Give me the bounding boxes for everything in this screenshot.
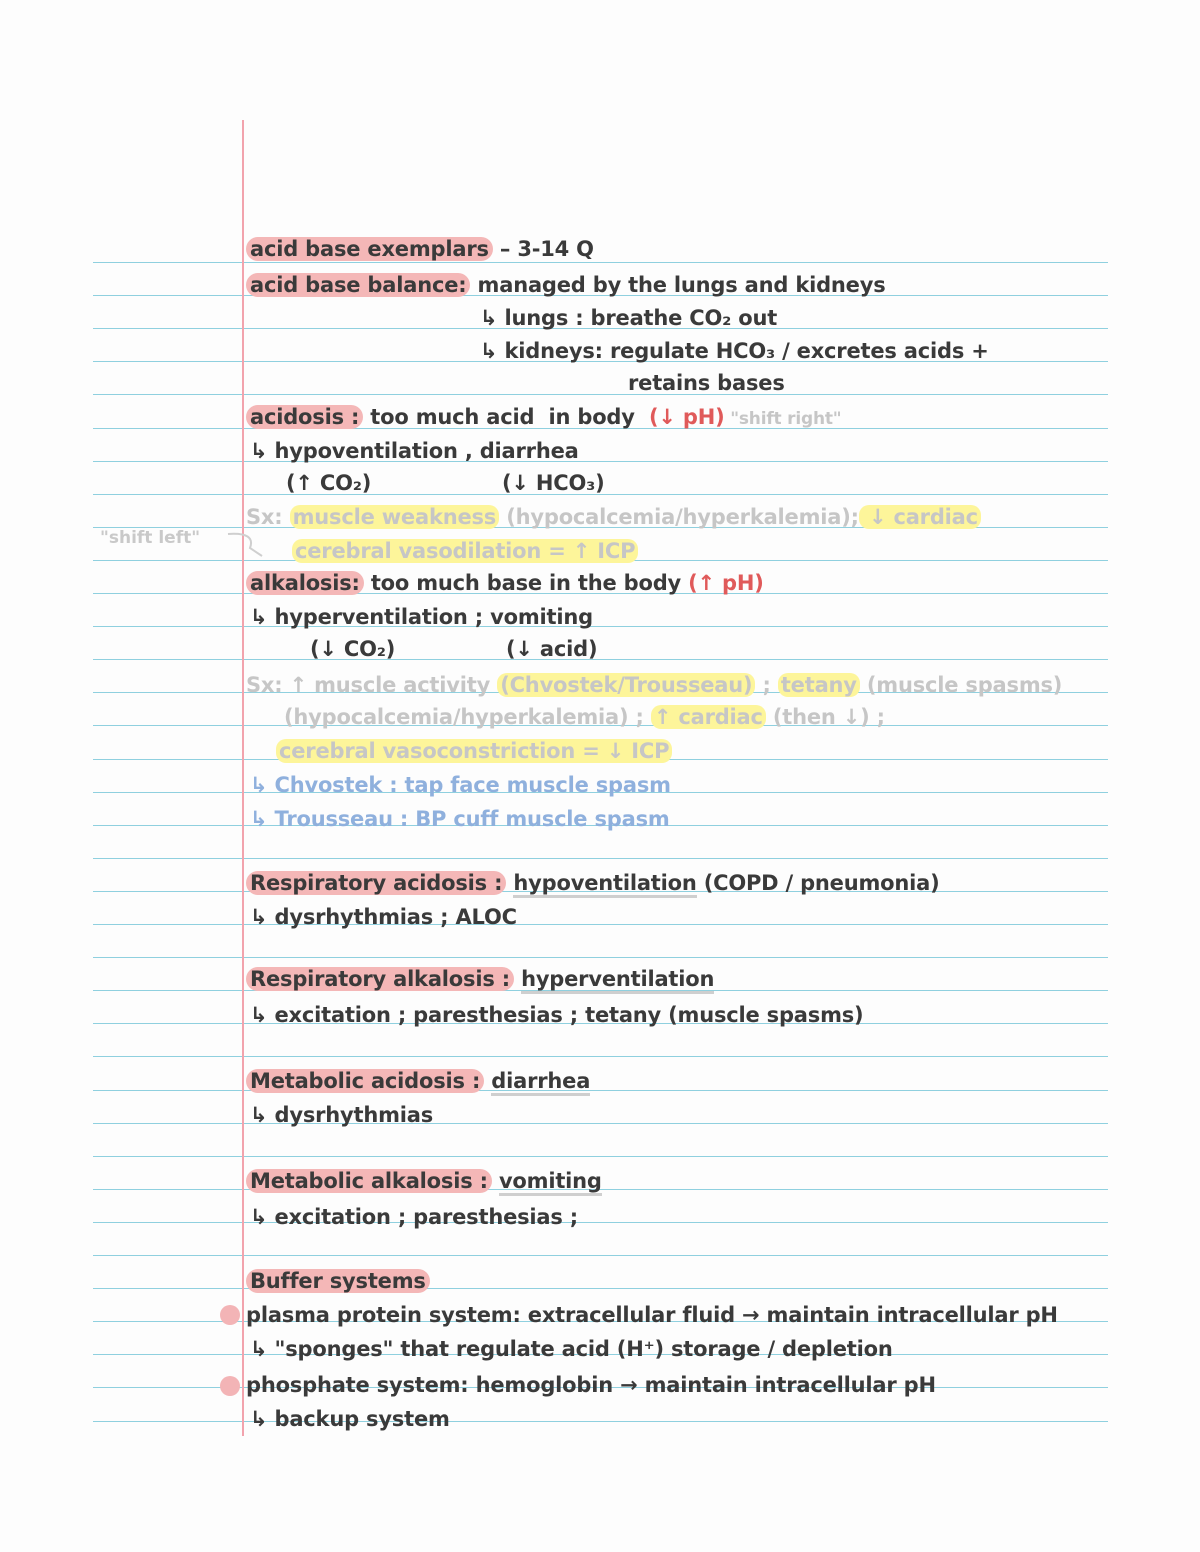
met-acidosis-effects: ↳ dysrhythmias: [250, 1103, 434, 1127]
alkalosis-sx: [246, 672, 1062, 698]
alkalosis-sx-line2: [284, 704, 885, 730]
acidosis-sx-mid: (hypocalcemia/hyperkalemia);: [499, 505, 859, 529]
side-note-arrow-icon: [226, 530, 266, 564]
met-acidosis-cause: diarrhea: [491, 1069, 590, 1096]
alkalosis-line: [246, 570, 764, 596]
alkalosis-sx-b: ;: [755, 673, 778, 697]
acidosis-ph: (↓ pH): [648, 405, 725, 429]
ruled-line: [93, 262, 1108, 263]
ruled-line: [93, 924, 1108, 925]
ruled-line: [93, 394, 1108, 395]
ruled-line: [93, 1156, 1108, 1157]
balance-kidneys: ↳ kidneys: regulate HCO₃ / excretes acids +: [480, 339, 989, 363]
met-alkalosis-effects: ↳ excitation ; paresthesias ;: [250, 1205, 578, 1229]
ruled-line: [93, 1056, 1108, 1057]
acidosis-sx-line2: [292, 538, 638, 564]
acidosis-cause-hco3: (↓ HCO₃): [502, 471, 605, 495]
alkalosis-label: alkalosis:: [246, 571, 364, 595]
acidosis-text: too much acid in body: [363, 405, 649, 429]
buffer-plasma-sub: ↳ "sponges" that regulate acid (H⁺) storage / depletion: [250, 1337, 893, 1361]
resp-acidosis-effects: ↳ dysrhythmias ; ALOC: [250, 905, 517, 929]
alkalosis-sx-hl4: cerebral vasoconstriction = ↓ ICP: [276, 739, 672, 763]
alkalosis-sx-hl2: tetany: [778, 673, 860, 697]
balance-line: [246, 272, 886, 298]
balance-lungs: ↳ lungs : breathe CO₂ out: [480, 306, 778, 330]
alkalosis-sx-c: (muscle spasms): [859, 673, 1063, 697]
bullet-dot: [220, 1376, 240, 1396]
alkalosis-causes: ↳ hyperventilation ; vomiting: [250, 605, 593, 629]
acidosis-sx-hl2: ↓ cardiac: [859, 505, 981, 529]
resp-alkalosis-effects: ↳ excitation ; paresthesias ; tetany (muscle spasms): [250, 1003, 864, 1027]
bullet-dot: [220, 1305, 240, 1325]
met-alkalosis-label: Metabolic alkalosis :: [246, 1169, 492, 1193]
acidosis-line: [246, 404, 841, 432]
alkalosis-cause-co2: (↓ CO₂): [310, 637, 396, 661]
ruled-line: [93, 1255, 1108, 1256]
acidosis-sx-hl3: cerebral vasodilation = ↑ ICP: [292, 539, 638, 563]
alkalosis-sx-d: (hypocalcemia/hyperkalemia) ;: [284, 705, 651, 729]
alkalosis-ph: (↑ pH): [688, 571, 764, 595]
margin-line: [242, 120, 244, 1436]
resp-alkalosis-line: [246, 966, 714, 992]
acidosis-shift: "shift right": [724, 409, 842, 429]
alkalosis-sx-line3: [276, 738, 672, 764]
buffer-phosphate-sub: ↳ backup system: [250, 1407, 450, 1431]
ruled-line: [93, 659, 1108, 660]
acidosis-sx: [246, 504, 981, 530]
trousseau-note: ↳ Trousseau : BP cuff muscle spasm: [250, 807, 670, 831]
buffer-phosphate: phosphate system: hemoglobin → maintain intracellular pH: [246, 1373, 936, 1397]
buffer-line: [246, 1268, 430, 1294]
acidosis-sx-hl1: muscle weakness: [290, 505, 500, 529]
resp-alkalosis-label: Respiratory alkalosis :: [246, 967, 514, 991]
met-acidosis-line: [246, 1068, 590, 1094]
met-alkalosis-cause: vomiting: [499, 1169, 602, 1196]
alkalosis-sx-hl3: ↑ cardiac: [651, 705, 766, 729]
title-suffix: – 3-14 Q: [492, 237, 594, 261]
resp-acidosis-cause-extra: (COPD / pneumonia): [696, 871, 940, 895]
side-note-shift-left: "shift left": [100, 528, 201, 548]
resp-acidosis-cause: hypoventilation: [513, 871, 696, 898]
balance-text: managed by the lungs and kidneys: [470, 273, 886, 297]
title-main: acid base exemplars: [246, 237, 493, 261]
ruled-line: [93, 626, 1108, 627]
alkalosis-text: too much base in the body: [363, 571, 689, 595]
met-acidosis-label: Metabolic acidosis :: [246, 1069, 484, 1093]
ruled-line: [93, 957, 1108, 958]
balance-label: acid base balance:: [246, 273, 470, 297]
page-title: [246, 236, 594, 262]
resp-alkalosis-cause: hyperventilation: [521, 967, 714, 994]
balance-kidneys-cont: retains bases: [628, 371, 785, 395]
alkalosis-sx-e: (then ↓) ;: [765, 705, 885, 729]
met-alkalosis-line: [246, 1168, 602, 1194]
ruled-line: [93, 1123, 1108, 1124]
resp-acidosis-label: Respiratory acidosis :: [246, 871, 506, 895]
ruled-line: [93, 1222, 1108, 1223]
acidosis-causes: ↳ hypoventilation , diarrhea: [250, 439, 579, 463]
acidosis-label: acidosis :: [246, 405, 363, 429]
resp-acidosis-line: [246, 870, 940, 896]
alkalosis-cause-acid: (↓ acid): [506, 637, 598, 661]
acidosis-sx-label: Sx:: [246, 505, 290, 529]
ruled-line: [93, 858, 1108, 859]
buffer-label: Buffer systems: [246, 1269, 430, 1293]
alkalosis-sx-hl1: (Chvostek/Trousseau): [497, 673, 755, 697]
ruled-line: [93, 461, 1108, 462]
alkalosis-sx-a: Sx: ↑ muscle activity: [246, 673, 498, 697]
chvostek-note: ↳ Chvostek : tap face muscle spasm: [250, 773, 671, 797]
acidosis-cause-co2: (↑ CO₂): [286, 471, 372, 495]
buffer-plasma: plasma protein system: extracellular fluid → maintain intracellular pH: [246, 1303, 1058, 1327]
ruled-line: [93, 1421, 1108, 1422]
